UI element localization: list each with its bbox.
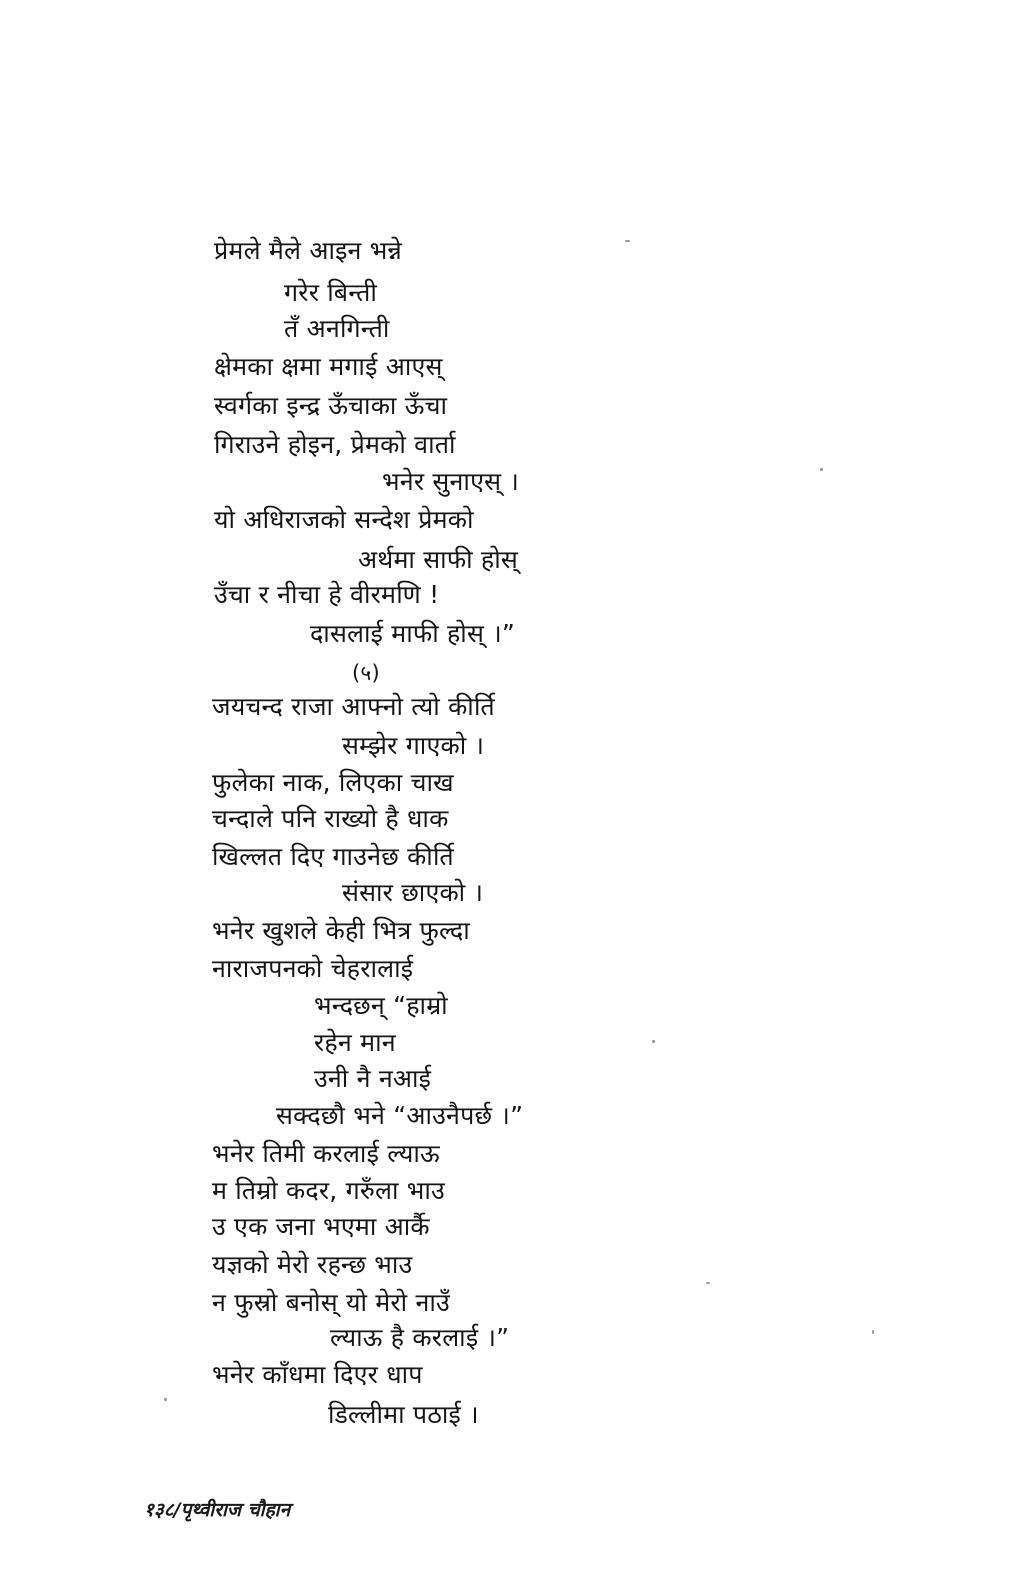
poem-line: भनेर काँधमा दिएर धाप [212, 1360, 423, 1389]
poem-line: स्वर्गका इन्द्र ऊँचाका ऊँचा [214, 391, 448, 420]
poem-line: सक्दछौ भने “आउनैपर्छ ।” [276, 1101, 524, 1130]
scan-speck [872, 1330, 874, 1334]
poem-line: उँचा र नीचा हे वीरमणि ! [214, 580, 440, 609]
poem-line: संसार छाएको । [342, 878, 484, 907]
poem-line: यज्ञको मेरो रहन्छ भाउ [212, 1250, 413, 1279]
poem-line: डिल्लीमा पठाई । [328, 1400, 479, 1429]
scan-speck [820, 468, 823, 471]
poem-line: फुलेका नाक, लिएका चाख [212, 768, 454, 797]
scan-speck [706, 1282, 710, 1284]
poem-line: प्रेमले मैले आइन भन्ने [214, 236, 402, 265]
poem-line: खिल्लत दिए गाउनेछ कीर्ति [212, 842, 454, 871]
poem-line: नाराजपनको चेहरालाई [212, 954, 414, 983]
poem-line: यो अधिराजको सन्देश प्रेमको [214, 505, 474, 534]
section-number: (५) [352, 661, 380, 685]
poem-line: भनेर सुनाएस् । [382, 467, 520, 496]
poem-line: भनेर खुशले केही भित्र फुल्दा [212, 916, 470, 945]
page-footer: १३८/पृथ्वीराज चौहान [144, 1499, 291, 1521]
poem-line: रहेन मान [314, 1028, 396, 1057]
poem-line: तँ अनगिन्ती [284, 314, 390, 343]
poem-line: ल्याऊ है करलाई ।” [330, 1323, 510, 1352]
poem-line: चन्दाले पनि राख्यो है धाक [212, 804, 449, 833]
poem-line: गिराउने होइन, प्रेमको वार्ता [214, 430, 456, 459]
poem-line: दासलाई माफी होस् ।” [310, 619, 516, 648]
poem-line: उनी नै नआई [314, 1064, 432, 1093]
scan-speck [625, 240, 630, 242]
poem-line: न फुस्रो बनोस् यो मेरो नाउँ [212, 1288, 450, 1317]
poem-line: गरेर बिन्ती [284, 278, 378, 307]
poem-line: जयचन्द राजा आफ्नो त्यो कीर्ति [212, 692, 495, 721]
poem-line: अर्थमा साफी होस् [358, 545, 518, 574]
poem-line: भन्दछन् “हाम्रो [314, 991, 448, 1020]
poem-line: सम्झेर गाएको । [342, 731, 485, 760]
poem-line: भनेर तिमी करलाई ल्याऊ [212, 1139, 440, 1168]
scan-speck [164, 1398, 167, 1401]
scan-speck [652, 1040, 655, 1043]
poem-line: उ एक जना भएमा आर्कै [212, 1212, 430, 1241]
poem-line: म तिम्रो कदर, गरुँला भाउ [212, 1176, 445, 1205]
poem-line: क्षेमका क्षमा मगाई आएस् [214, 352, 443, 381]
